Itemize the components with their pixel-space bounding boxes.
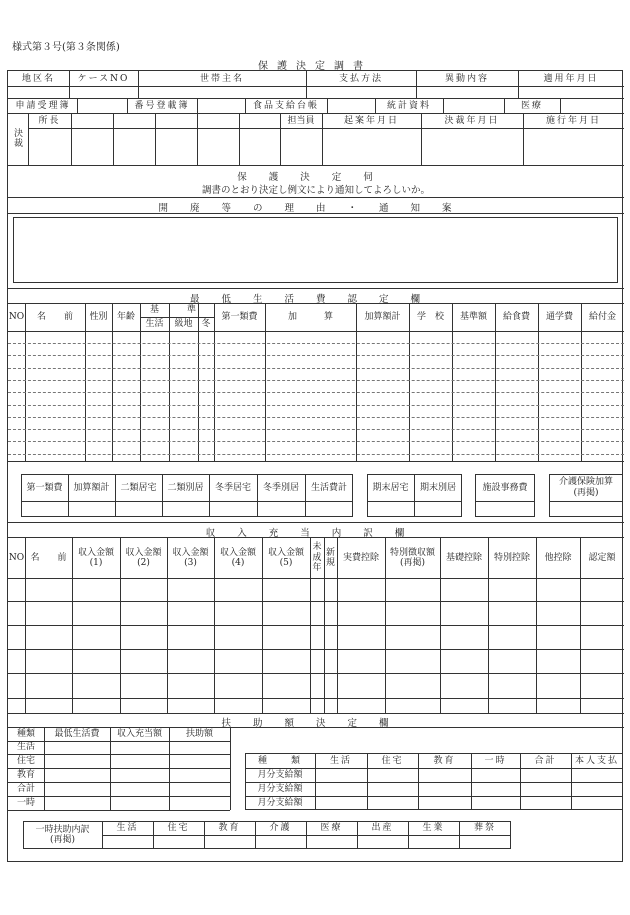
header-label-5: 異動内容 — [444, 73, 489, 84]
header-column-rule — [416, 71, 417, 98]
dashed-rule — [8, 454, 624, 455]
col-kijun-a: 基 — [149, 304, 159, 315]
kimatsu-kyotaku: 期末居宅 — [372, 482, 409, 493]
summary-label-4: 二類別居 — [167, 482, 204, 493]
col-commute: 通学費 — [545, 312, 573, 323]
rule-line — [8, 165, 624, 166]
min-living-column-rule — [356, 303, 357, 461]
dashed-rule — [8, 380, 624, 381]
approval-column-rule — [421, 113, 422, 165]
fujo-row-3: 教育 — [16, 769, 35, 780]
income-col-12: 基礎控除 — [445, 552, 482, 563]
min-living-column-rule — [452, 303, 453, 461]
rule-line — [28, 128, 624, 129]
reason-title: 開廃等の理由・通知案 — [158, 203, 474, 214]
breakdown-label-3: 住宅 — [167, 822, 190, 833]
rule-line — [8, 810, 230, 811]
rule-line — [8, 625, 624, 626]
col-name: 名 前 — [36, 312, 73, 323]
register-label-2: 番号登載簿 — [134, 100, 190, 111]
header-label-6: 適用年月日 — [543, 73, 599, 84]
summary-label-5: 冬季居宅 — [214, 482, 251, 493]
dashed-rule — [8, 429, 624, 430]
income-col-11: 特別徴収額 (再掲) — [389, 547, 435, 568]
header-label-4: 支払方法 — [338, 73, 383, 84]
fujo-header-3: 収入充当額 — [116, 728, 162, 739]
income-col-6: 収入金額 (4) — [219, 547, 256, 568]
rule-line — [198, 317, 199, 461]
register-column-rule — [127, 98, 128, 113]
monthly-column-rule — [367, 753, 368, 810]
income-title: 収入充当内訳欄 — [205, 528, 427, 539]
rule-line — [8, 288, 624, 289]
monthly-column-rule — [471, 753, 472, 810]
min-living-column-rule — [25, 303, 26, 461]
breakdown-label-4: 教育 — [218, 822, 241, 833]
col-age: 年齢 — [116, 312, 135, 323]
facility-label: 施設事務費 — [482, 482, 528, 493]
rule-line — [475, 501, 535, 502]
register-column-rule — [375, 98, 376, 113]
document-title: 保護決定調書 — [258, 61, 372, 72]
kessai-label: 決 裁 — [13, 128, 23, 149]
register-label-5: 医療 — [520, 100, 543, 111]
dashed-rule — [8, 417, 624, 418]
summary-column-rule — [162, 474, 163, 517]
register-label-1: 申請受理簿 — [15, 100, 71, 111]
fujo-header-2: 最低生活費 — [54, 728, 100, 739]
rule-line — [8, 782, 230, 783]
monthly-row-2: 月分支給額 — [257, 783, 303, 794]
approval-column-rule — [322, 113, 323, 165]
shocho-label: 所長 — [38, 115, 61, 126]
monthly-column-rule — [418, 753, 419, 810]
breakdown-label-2: 生活 — [116, 822, 139, 833]
dashed-rule — [8, 392, 624, 393]
rule-line — [8, 578, 624, 579]
monthly-header-7: 本人支払 — [574, 755, 619, 766]
rule-line — [8, 673, 624, 674]
tantoin-label: 担当員 — [287, 115, 315, 126]
rule-line — [245, 768, 623, 769]
header-column-rule — [518, 71, 519, 98]
dashed-rule — [8, 441, 624, 442]
fujo-row-5: 一時 — [16, 797, 35, 808]
income-col-15: 認定額 — [588, 552, 616, 563]
min-living-column-rule — [85, 303, 86, 461]
approval-column-rule — [280, 113, 281, 165]
min-living-column-rule — [265, 303, 266, 461]
fujo-row-4: 合計 — [16, 783, 35, 794]
income-col-1: NO — [8, 552, 25, 563]
kian-date-label: 起案年月日 — [343, 115, 399, 126]
header-column-rule — [138, 71, 139, 98]
col-no: NO — [8, 312, 25, 323]
fujo-title: 扶助額決定欄 — [221, 718, 411, 729]
approval-column-rule — [28, 113, 29, 165]
rule-line — [8, 768, 230, 769]
approval-column-rule — [71, 113, 72, 165]
min-living-column-rule — [112, 303, 113, 461]
col-kyuchi: 級地 — [174, 318, 193, 329]
breakdown-label-6: 医療 — [320, 822, 343, 833]
register-column-rule — [327, 98, 328, 113]
monthly-header-4: 教育 — [433, 755, 456, 766]
min-living-column-rule — [409, 303, 410, 461]
col-kasan: 加 算 — [287, 312, 333, 323]
header-column-rule — [69, 71, 70, 98]
col-base-amount: 基準額 — [459, 312, 487, 323]
register-column-rule — [245, 98, 246, 113]
monthly-row-1: 月分支給額 — [257, 769, 303, 780]
dashed-rule — [8, 368, 624, 369]
income-col-14: 他控除 — [544, 552, 572, 563]
rule-line — [245, 796, 623, 797]
income-col-10: 実費控除 — [342, 552, 379, 563]
summary-label-6: 冬季別居 — [262, 482, 299, 493]
col-lunch: 給食費 — [502, 312, 530, 323]
breakdown-label-9: 葬祭 — [473, 822, 496, 833]
register-column-rule — [504, 98, 505, 113]
fujo-column-rule — [110, 727, 111, 810]
kaigo-label: 介護保険加算 (再掲) — [558, 477, 613, 498]
approval-column-rule — [113, 113, 114, 165]
summary-column-rule — [115, 474, 116, 517]
register-label-3: 食品支給台帳 — [252, 100, 319, 111]
summary-column-rule — [68, 474, 69, 517]
decision-note: 調書のとおり決定し例文により通知してよろしいか。 — [201, 185, 430, 196]
col-school: 学 校 — [416, 312, 444, 323]
register-column-rule — [443, 98, 444, 113]
approval-column-rule — [523, 113, 524, 165]
register-label-4: 統計資料 — [386, 100, 431, 111]
min-living-column-rule — [581, 303, 582, 461]
dashed-rule — [8, 343, 624, 344]
income-col-4: 収入金額 (2) — [125, 547, 162, 568]
rule-line — [245, 782, 623, 783]
dashed-rule — [8, 405, 624, 406]
rule-line — [8, 331, 624, 332]
col-winter: 冬 — [201, 318, 211, 329]
fujo-column-rule — [44, 727, 45, 810]
rule-line — [8, 698, 624, 699]
monthly-header-3: 住宅 — [381, 755, 404, 766]
rule-line — [8, 197, 624, 198]
summary-label-3: 二類居宅 — [120, 482, 157, 493]
fujo-row-2: 住宅 — [16, 755, 35, 766]
summary-box[interactable] — [21, 474, 353, 517]
fujo-header-1: 種類 — [16, 728, 35, 739]
min-living-column-rule — [538, 303, 539, 461]
kessai-date-label: 決裁年月日 — [444, 115, 500, 126]
rule-line — [8, 461, 624, 462]
col-kasan-total: 加算額計 — [364, 312, 401, 323]
header-column-rule — [306, 71, 307, 98]
fujo-row-1: 生活 — [16, 742, 35, 753]
col-kijun-b: 準 — [186, 304, 196, 315]
rule-line — [367, 501, 462, 502]
register-column-rule — [560, 98, 561, 113]
header-label-2: ケースNO — [77, 73, 130, 84]
min-living-column-rule — [495, 303, 496, 461]
rule-line — [8, 796, 230, 797]
approval-column-rule — [239, 113, 240, 165]
income-col-8: 未 成 年 — [312, 542, 322, 574]
reason-text-area[interactable] — [13, 217, 618, 283]
rule-line — [549, 501, 623, 502]
rule-line — [8, 601, 624, 602]
dashed-rule — [8, 355, 624, 356]
monthly-column-rule — [520, 753, 521, 810]
kimatsu-bekkyo: 期末別居 — [419, 482, 456, 493]
breakdown-label-5: 介護 — [269, 822, 292, 833]
approval-column-rule — [155, 113, 156, 165]
fujo-header-4: 扶助額 — [185, 728, 213, 739]
breakdown-label-8: 生業 — [422, 822, 445, 833]
rule-line — [169, 317, 170, 461]
rule-line — [8, 522, 624, 523]
fujo-column-rule — [169, 727, 170, 810]
rule-line — [102, 835, 511, 836]
register-column-rule — [197, 98, 198, 113]
shiko-date-label: 施行年月日 — [545, 115, 601, 126]
register-column-rule — [77, 98, 78, 113]
summary-label-1: 第一類費 — [26, 482, 63, 493]
income-col-2: 名 前 — [30, 552, 67, 563]
summary-column-rule — [209, 474, 210, 517]
summary-label-7: 生活費計 — [310, 482, 347, 493]
breakdown-label-7: 出産 — [371, 822, 394, 833]
col-first-class: 第一類費 — [221, 312, 258, 323]
monthly-header-1: 種 類 — [257, 755, 302, 766]
fujo-column-rule — [230, 727, 231, 810]
rule-line — [8, 713, 624, 714]
income-col-3: 収入金額 (1) — [77, 547, 114, 568]
decision-title: 保護決定伺 — [237, 172, 395, 183]
monthly-header-6: 合計 — [534, 755, 557, 766]
rule-line — [8, 213, 624, 214]
summary-label-2: 加算額計 — [73, 482, 110, 493]
income-col-13: 特別控除 — [493, 552, 530, 563]
summary-column-rule — [305, 474, 306, 517]
summary-column-rule — [257, 474, 258, 517]
breakdown-label-1: 一時扶助内訳 (再掲) — [35, 824, 90, 845]
col-benefit: 給付金 — [588, 312, 616, 323]
income-col-7: 収入金額 (5) — [267, 547, 304, 568]
monthly-column-rule — [315, 753, 316, 810]
rule-line — [8, 86, 624, 87]
monthly-header-5: 一時 — [484, 755, 507, 766]
approval-column-rule — [197, 113, 198, 165]
header-label-3: 世帯主名 — [199, 73, 244, 84]
monthly-column-rule — [571, 753, 572, 810]
monthly-row-3: 月分支給額 — [257, 797, 303, 808]
monthly-header-2: 生活 — [329, 755, 352, 766]
form-reference: 様式第３号(第３条関係) — [12, 42, 120, 53]
header-label-1: 地区名 — [21, 73, 55, 84]
rule-line — [8, 649, 624, 650]
min-living-column-rule — [214, 303, 215, 461]
rule-line — [414, 474, 415, 517]
col-seikatsu: 生活 — [145, 318, 164, 329]
rule-line — [8, 754, 230, 755]
form-frame — [7, 70, 623, 862]
min-living-title: 最低生活費認定欄 — [189, 294, 442, 305]
income-col-9: 新 規 — [325, 547, 335, 568]
min-living-column-rule — [140, 303, 141, 461]
rule-line — [140, 317, 214, 318]
col-sex: 性別 — [89, 312, 108, 323]
rule-line — [21, 501, 353, 502]
income-col-5: 収入金額 (3) — [172, 547, 209, 568]
